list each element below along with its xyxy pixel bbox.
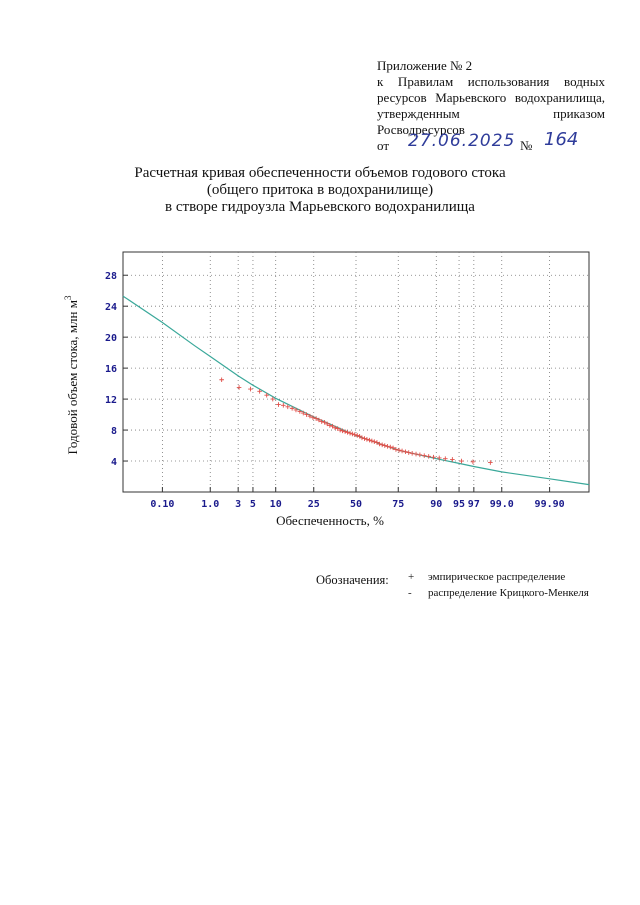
empirical-point (422, 453, 427, 458)
empirical-point (365, 437, 370, 442)
chart-title-line1: Расчетная кривая обеспеченности объемов годового стока (134, 165, 506, 181)
y-tick-label: 16 (104, 364, 117, 376)
x-tick-label: 99.0 (489, 499, 514, 510)
empirical-point (397, 448, 402, 453)
empirical-point (380, 442, 385, 447)
empirical-point (370, 439, 375, 444)
x-tick-label: 25 (307, 499, 320, 510)
empirical-point (362, 436, 367, 441)
legend-dash-symbol: - (408, 587, 412, 599)
empirical-point (410, 451, 415, 456)
x-tick-label: 1.0 (201, 499, 220, 510)
y-tick-label: 20 (104, 333, 117, 345)
y-axis-label-text: Годовой объем стока, млн м (65, 300, 80, 455)
y-tick-label: 24 (104, 302, 117, 314)
legend-item-empirical (408, 571, 565, 583)
legend-item-kritsky-menkel (408, 587, 589, 599)
empirical-point (372, 439, 377, 444)
handwritten-number: 164 (544, 129, 579, 150)
empirical-point (418, 453, 423, 458)
ticks-layer (105, 271, 565, 510)
legend-empirical-text: эмпирическое распределение (428, 571, 566, 583)
chart-title-line3: в створе гидроузла Марьевского водохранилища (165, 199, 475, 215)
x-tick-label: 10 (269, 499, 282, 510)
legend-kritsky-text: распределение Крицкого-Менкеля (428, 587, 589, 599)
empirical-point (276, 402, 281, 407)
x-axis-label: Обеспеченность, % (276, 513, 384, 528)
x-tick-label: 97 (467, 499, 480, 510)
x-tick-label: 90 (430, 499, 443, 510)
y-tick-label: 4 (110, 457, 117, 469)
appendix-reservoir-line: ресурсов Марьевского водохранилища, (377, 90, 605, 105)
empirical-point (406, 450, 411, 455)
empirical-point (248, 387, 253, 392)
appendix-order-line: утвержденным приказом Росводресурсов (377, 106, 605, 137)
y-axis-label-superscript: 3 (63, 295, 73, 301)
empirical-point (414, 452, 419, 457)
empirical-point (237, 385, 242, 390)
x-tick-label: 99.90 (534, 499, 565, 510)
handwritten-date: 27.06.2025 (408, 131, 516, 151)
empirical-point (219, 377, 224, 382)
y-tick-label: 28 (104, 271, 117, 283)
x-tick-label: 5 (249, 499, 256, 510)
grid (123, 252, 589, 492)
appendix-title: Приложение № 2 (377, 58, 473, 73)
y-tick-label: 8 (110, 426, 117, 438)
legend-plus-symbol: + (408, 571, 415, 583)
empirical-point (403, 449, 408, 454)
empirical-point (385, 444, 390, 449)
empirical-point (281, 403, 286, 408)
empirical-point (426, 454, 431, 459)
chart-title-line2: (общего притока в водохранилище) (206, 182, 434, 198)
empirical-point (388, 445, 393, 450)
date-prefix: от (377, 138, 390, 153)
y-axis-label (63, 295, 80, 454)
x-tick-label: 50 (349, 499, 363, 510)
x-tick-label: 3 (235, 499, 242, 510)
appendix-rules-line: к Правилам использования водных (377, 74, 605, 89)
points-layer (219, 377, 492, 464)
empirical-point (350, 432, 355, 437)
empirical-point (400, 449, 405, 454)
number-label: № (520, 138, 533, 153)
empirical-point (382, 443, 387, 448)
legend-label: Обозначения: (316, 573, 389, 587)
x-tick-label: 95 (453, 499, 466, 510)
x-tick-label: 0.10 (150, 499, 175, 510)
y-tick-label: 12 (104, 395, 117, 407)
empirical-point (471, 460, 476, 465)
empirical-point (367, 438, 372, 443)
empirical-point (459, 459, 464, 464)
x-tick-label: 75 (392, 499, 405, 510)
